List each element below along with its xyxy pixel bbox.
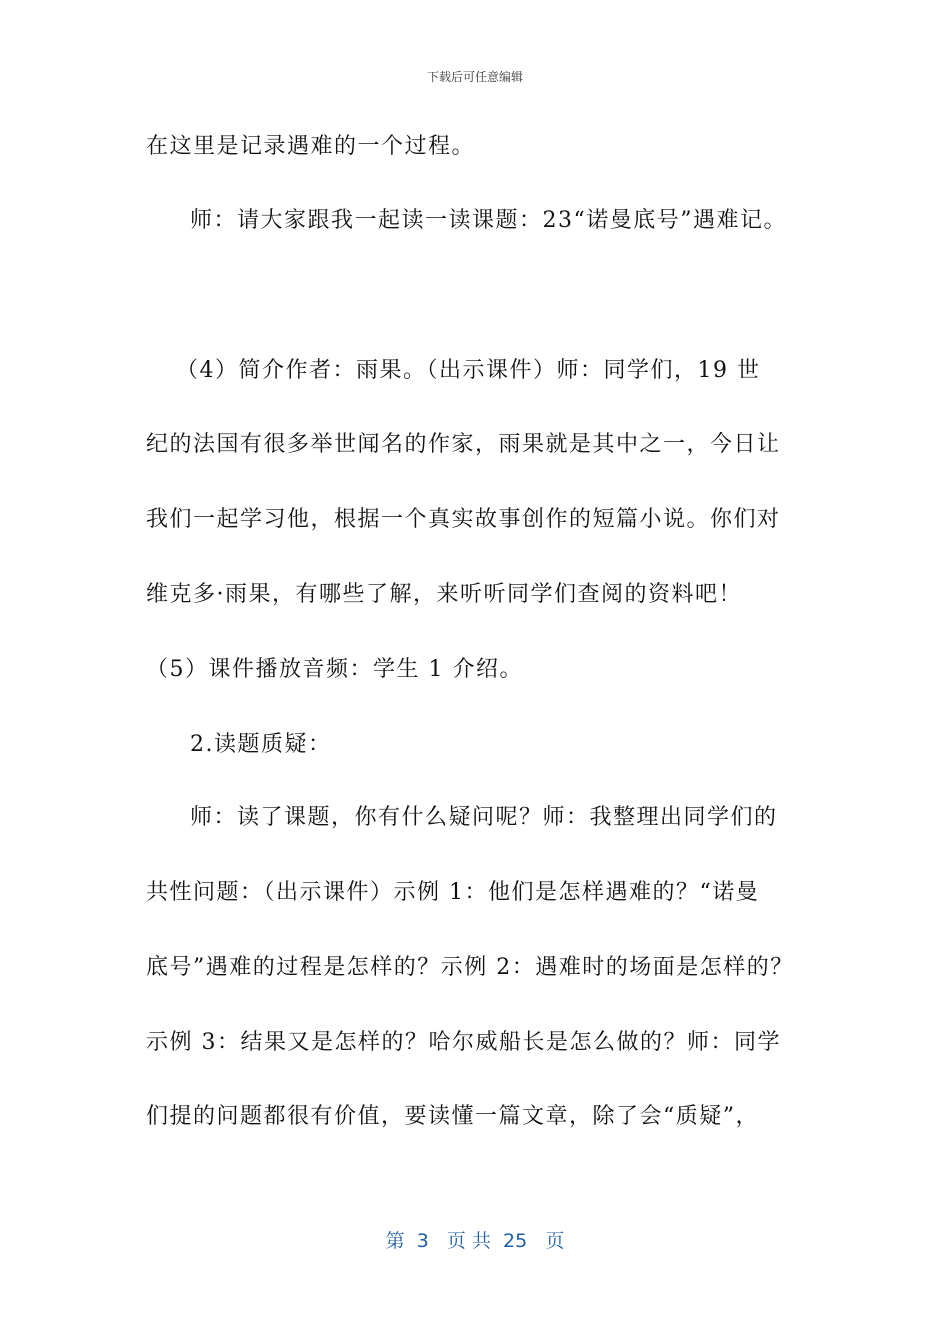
text-line: （5）课件播放音频：学生 1 介绍。 — [146, 657, 523, 682]
text-line: 在这里是记录遇难的一个过程。 — [146, 134, 476, 159]
page-header: 下载后可任意编辑 — [426, 70, 523, 84]
text-line: 2.读题质疑： — [190, 732, 332, 757]
text-line: 维克多·雨果，有哪些了解，来听听同学们查阅的资料吧！ — [146, 582, 742, 607]
text-line: 们提的问题都很有价值，要读懂一篇文章，除了会“质疑”， — [146, 1104, 759, 1129]
text-line: 共性问题：（出示课件）示例 1：他们是怎样遇难的？“诺曼 — [146, 880, 760, 905]
page-footer: 第 3 页 共 25 页 — [385, 1230, 565, 1252]
text-line: 纪的法国有很多举世闻名的作家，雨果就是其中之一，今日让 — [146, 432, 781, 457]
text-line: 底号”遇难的过程是怎样的？示例 2：遇难时的场面是怎样的？ — [146, 955, 794, 980]
text-line: 我们一起学习他，根据一个真实故事创作的短篇小说。你们对 — [146, 507, 781, 532]
text-line: （4）简介作者：雨果。（出示课件）师：同学们，19 世 — [176, 358, 761, 383]
text-line: 师：读了课题，你有什么疑问呢？师：我整理出同学们的 — [190, 805, 778, 830]
text-line: 示例 3：结果又是怎样的？哈尔威船长是怎么做的？师：同学 — [146, 1030, 781, 1055]
text-line: 师：请大家跟我一起读一读课题：23“诺曼底号”遇难记。 — [190, 208, 787, 233]
